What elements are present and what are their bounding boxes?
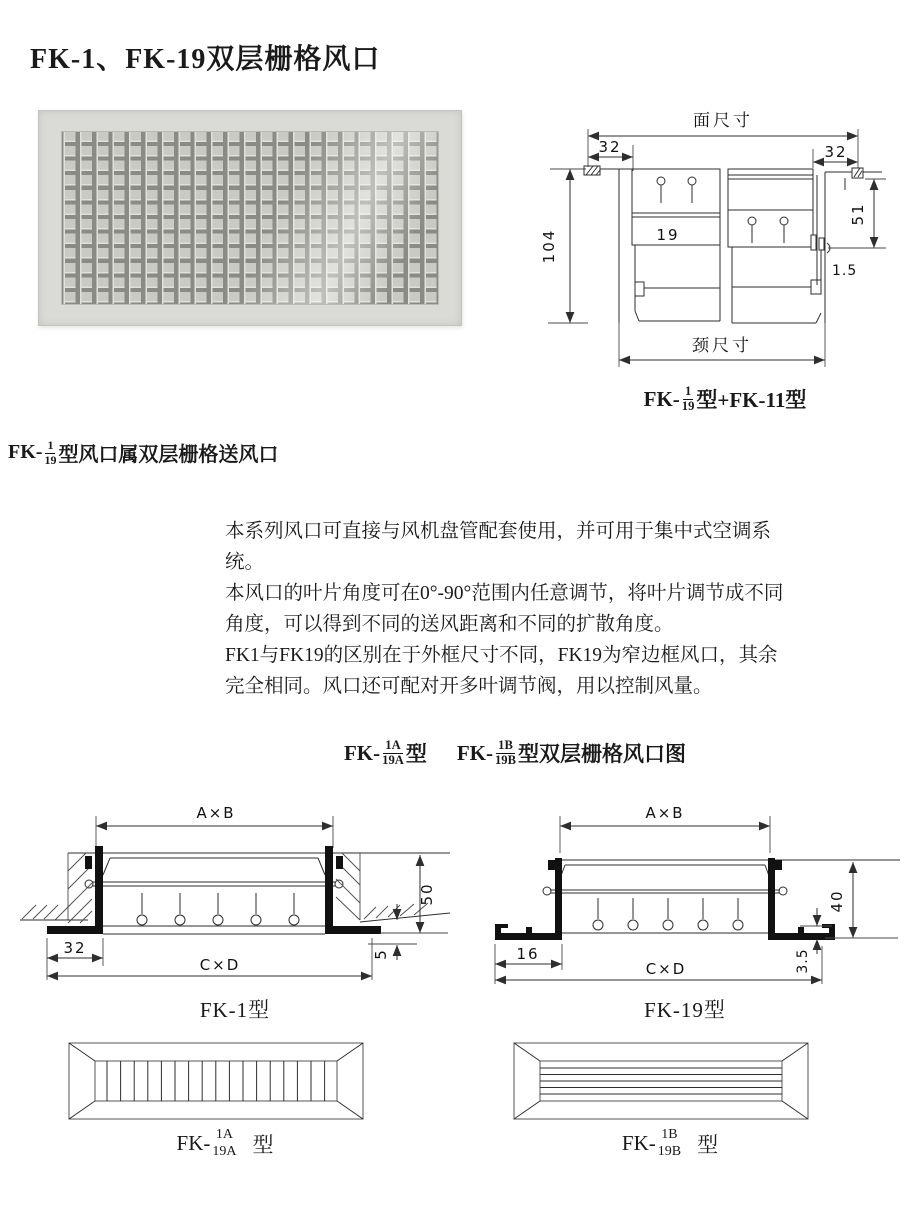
intro-heading bbox=[8, 438, 278, 467]
dim-face-label: 面尺寸 bbox=[693, 111, 753, 130]
section-fraction-b: $\frac{1B}{19B}$ bbox=[495, 737, 516, 767]
fk1-dim-ab: A×B bbox=[196, 804, 236, 822]
text-line: 角度，可以得到不同的送风距离和不同的扩散角度。 bbox=[225, 614, 674, 635]
fk1-dim-cd: C×D bbox=[199, 956, 241, 974]
fk19-dim-ab: A×B bbox=[645, 804, 685, 822]
fk1b-caption: FK- 1B 19B 型 bbox=[621, 1127, 719, 1159]
grille-photo-pattern bbox=[61, 131, 439, 305]
dim-total-height: 104 bbox=[540, 228, 558, 264]
fk1a-front-view bbox=[65, 1040, 385, 1125]
inner-19-label: 19 bbox=[656, 226, 680, 244]
fk1-caption: FK-1型 bbox=[199, 998, 271, 1022]
text-line: 本系列风口可直接与风机盘管配套使用，并可用于集中式空调系 bbox=[225, 521, 772, 542]
text-line: FK1与FK19的区别在于外框尺寸不同，FK19为窄边框风口，其余 bbox=[225, 645, 778, 666]
product-photo bbox=[38, 110, 462, 326]
text-line: 完全相同。风口还可配对开多叶调节阀，用以控制风量。 bbox=[225, 676, 713, 697]
assembly-section-drawing bbox=[540, 95, 910, 387]
fk1a-fraction: 1A 19A bbox=[212, 1127, 237, 1159]
caption-suffix: 型+FK-11型 bbox=[696, 388, 807, 412]
fk1b-fraction: 1B 19B bbox=[657, 1127, 682, 1159]
intro-prefix: FK- bbox=[8, 441, 43, 463]
fk19-section-drawing bbox=[470, 798, 900, 993]
fk1-section-drawing bbox=[20, 798, 450, 993]
intro-fraction: $\frac{1}{19}$ bbox=[44, 437, 57, 467]
section-title: FK- $\frac{1A}{19A}$ 型 FK- $\frac{1B}{19B}$ 型双层栅格风口图 bbox=[343, 737, 686, 767]
fk19-dim-cd: C×D bbox=[645, 960, 687, 978]
fk19-dim-flange: 16 bbox=[516, 945, 540, 963]
dim-gap-label: 1.5 bbox=[832, 263, 858, 279]
dim-flange-left: 32 bbox=[598, 138, 622, 156]
caption-prefix: FK- bbox=[643, 386, 680, 411]
text-line: 本风口的叶片角度可在0°-90°范围内任意调节，将叶片调节成不同 bbox=[225, 583, 784, 604]
fk19-caption: FK-19型 bbox=[644, 998, 726, 1022]
dim-neck-label: 颈尺寸 bbox=[692, 336, 752, 355]
fk19-dim-height: 40 bbox=[828, 889, 846, 913]
fk1-dim-lip: 5 bbox=[372, 948, 390, 960]
page-title: FK-1、FK-19双层栅格风口 bbox=[30, 43, 381, 75]
caption-fraction: $\frac{1}{19}$ bbox=[681, 383, 695, 413]
intro-suffix: 型风口属双层栅格送风口 bbox=[58, 444, 279, 466]
dim-right-height: 51 bbox=[849, 202, 867, 226]
text-line: 统。 bbox=[225, 552, 265, 573]
assembly-caption bbox=[545, 384, 905, 414]
fk19-dim-lip: 3.5 bbox=[795, 948, 811, 974]
fk1b-front-view bbox=[510, 1040, 830, 1125]
fk1-dim-flange: 32 bbox=[63, 939, 87, 957]
section-fraction-a: $\frac{1A}{19A}$ bbox=[382, 737, 404, 767]
fk1-dim-height: 50 bbox=[418, 882, 436, 906]
fk1a-caption: FK- 1A 19A 型 bbox=[176, 1127, 274, 1159]
dim-flange-right: 32 bbox=[824, 143, 848, 161]
description-text bbox=[225, 516, 895, 702]
